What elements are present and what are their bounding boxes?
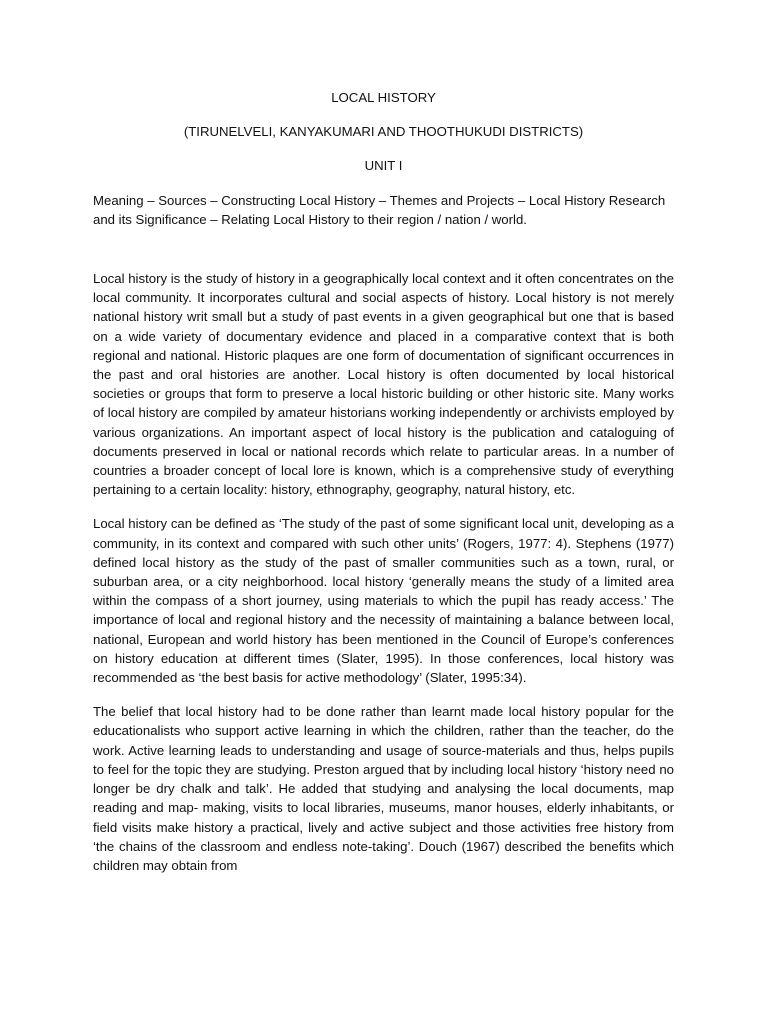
document-content (93, 88, 674, 890)
document-title: LOCAL HISTORY (331, 90, 436, 105)
document-subtitle: (TIRUNELVELI, KANYAKUMARI AND THOOTHUKUDI DISTRICTS) (183, 124, 584, 140)
paragraph-3: The belief that local history had to be done rather than learnt made local history popular for the educationalists who support active learning in which the children, rather than the teacher, do the work. Active learning leads to understanding and usage of source-materials and thus, helps pupils to feel for the topic they are studying. Preston argued that by including local history ‘history need no longer be dry chalk and talk’. He added that studying and analysing the local documents, map reading and map- making, visits to local libraries, museums, manor houses, elderly inhabitants, or field visits make history a practical, lively and active subject and those activities free history from ‘the chains of the classroom and endless note-taking’. Douch (1967) described the benefits which children may obtain from (93, 704, 674, 873)
paragraph-1: Local history is the study of history in a geographically local context and it often concentrates on the local community. It incorporates cultural and social aspects of history. Local history is not merely national history writ small but a study of past events in a given geographical but one that is based on a wide variety of documentary evidence and placed in a comparative context that is both regional and national. Historic plaques are one form of documentation of significant occurrences in the past and oral histories are another. Local history is often documented by local historical societies or groups that form to preserve a local historic building or other historic site. Many works of local history are compiled by amateur historians working independently or archivists employed by various organizations. An important aspect of local history is the publication and cataloguing of documents preserved in local or national records which relate to particular areas. In a number of countries a broader concept of local lore is known, which is a comprehensive study of everything pertaining to a certain locality: history, ethnography, geography, natural history, etc. (93, 271, 674, 498)
paragraph-2: Local history can be defined as ‘The study of the past of some significant local unit, developing as a community, in its context and compared with such other units’ (Rogers, 1977: 4). Stephens (1977) defined local history as the study of the past of smaller communities such as a town, rural, or suburban area, or a city neighborhood. local history ‘generally means the study of a limited area within the compass of a short journey, using materials to which the pupil has ready access.’ The importance of local and regional history and the necessity of maintaining a balance between local, national, European and world history has been mentioned in the Council of Europe’s conferences on history education at different times (Slater, 1995). In those conferences, local history was recommended as ‘the best basis for active methodology’ (Slater, 1995:34). (93, 516, 674, 686)
unit-heading: UNIT I (364, 158, 403, 174)
syllabus-topics: Meaning – Sources – Constructing Local History – Themes and Projects – Local History Research and its Significance – Relating Local History to their region / nation / world. (93, 192, 666, 227)
